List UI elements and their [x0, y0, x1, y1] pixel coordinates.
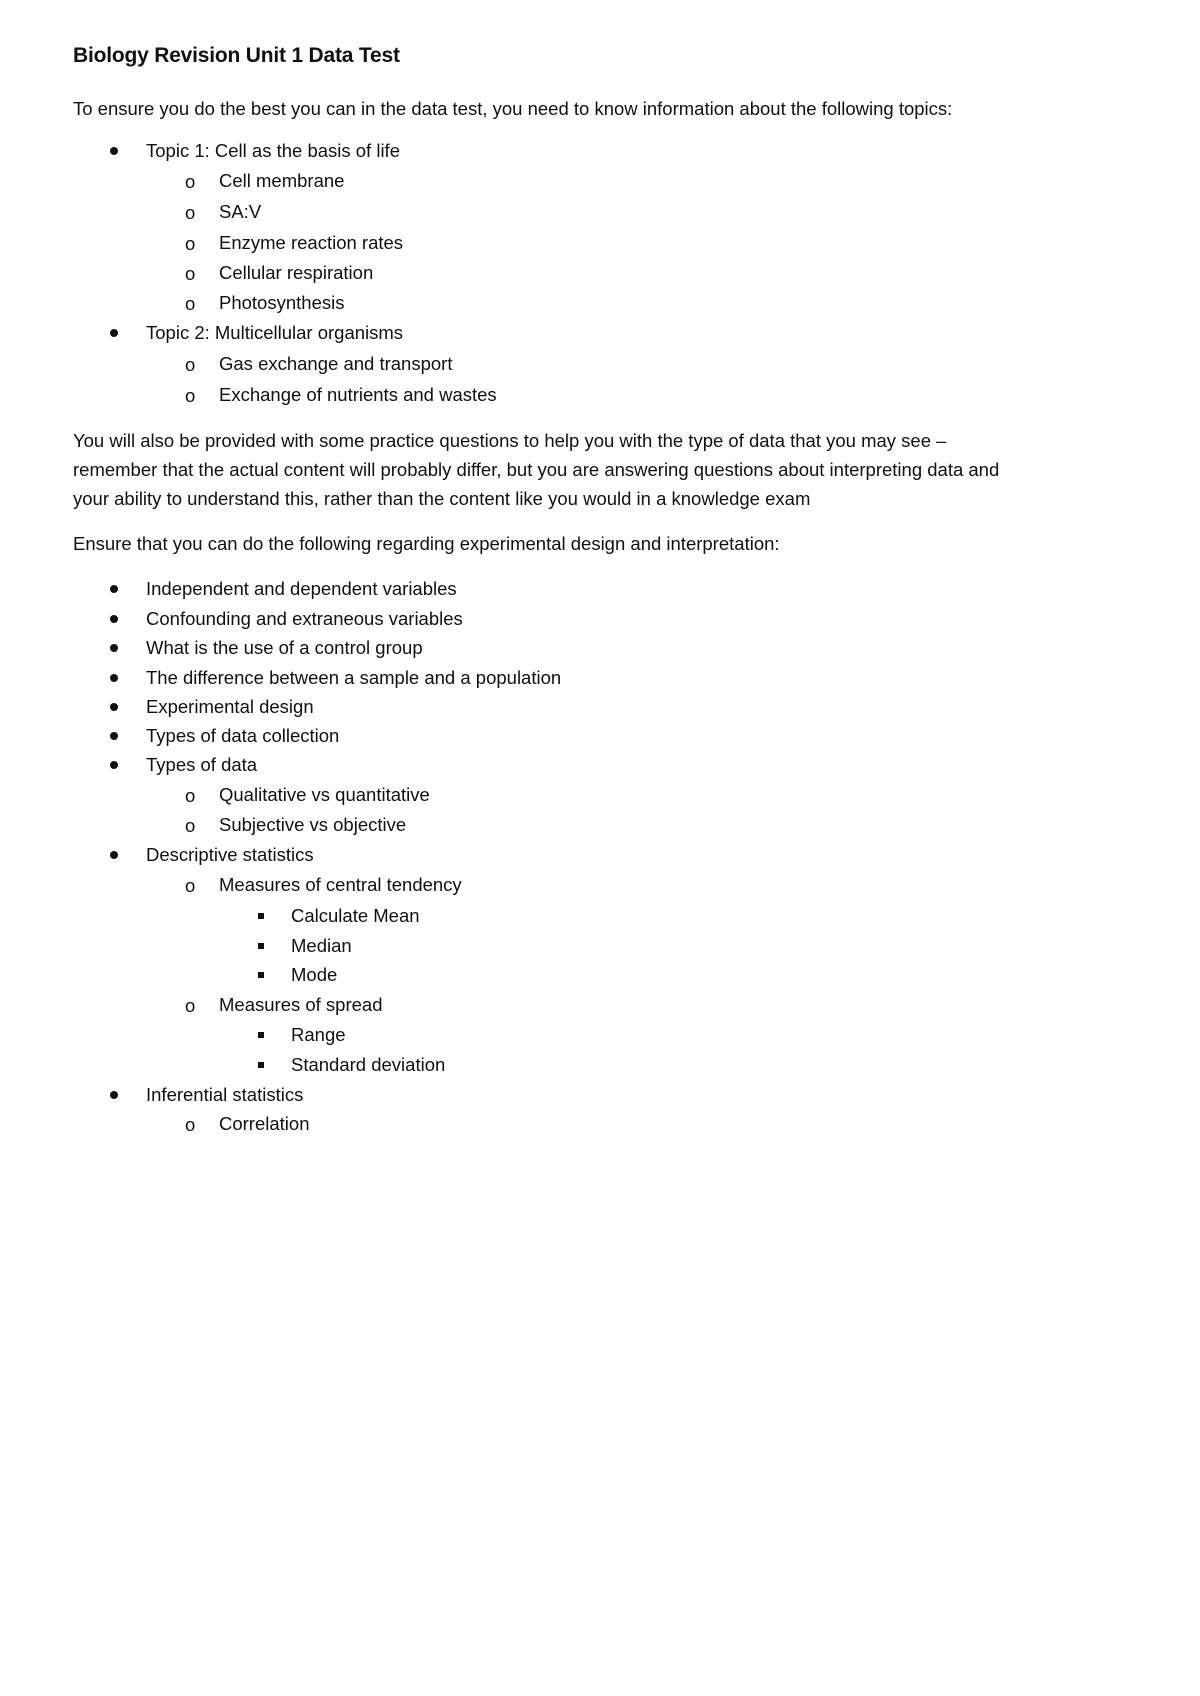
skill-item: Experimental design [146, 696, 314, 717]
bullet-icon [110, 147, 118, 155]
sub-bullet-icon: o [185, 354, 196, 375]
skill-subitem: Measures of central tendency [219, 874, 462, 895]
sub-bullet-icon: o [185, 385, 196, 406]
bullet-icon [110, 732, 118, 740]
skill-subsubitem: Calculate Mean [291, 905, 420, 926]
sub-bullet-icon: o [185, 1114, 196, 1135]
practice-paragraph-line: remember that the actual content will probably differ, but you are answering questions about interpreting data and [73, 459, 1000, 480]
bullet-icon [110, 851, 118, 859]
bullet-icon [110, 644, 118, 652]
skill-item: Descriptive statistics [146, 844, 314, 865]
practice-paragraph-line: your ability to understand this, rather than the content like you would in a knowledge exam [73, 488, 811, 509]
skill-subsubitem: Median [291, 935, 352, 956]
topic-1-label: Topic 1: Cell as the basis of life [146, 140, 400, 161]
sub-bullet-icon: o [185, 263, 196, 284]
sub-bullet-icon: o [185, 202, 196, 223]
sub-bullet-icon: o [185, 233, 196, 254]
bullet-icon [110, 674, 118, 682]
skill-item: The difference between a sample and a population [146, 667, 562, 688]
sub-bullet-icon: o [185, 293, 196, 314]
intro-paragraph: To ensure you do the best you can in the data test, you need to know information about the following topics: [73, 98, 953, 119]
ensure-paragraph: Ensure that you can do the following regarding experimental design and interpretation: [73, 533, 780, 554]
document-title: Biology Revision Unit 1 Data Test [73, 44, 400, 67]
bullet-icon [110, 585, 118, 593]
topic-2-subitem: Gas exchange and transport [219, 353, 453, 374]
skill-item: Confounding and extraneous variables [146, 608, 463, 629]
sub-bullet-icon: o [185, 815, 196, 836]
sub-bullet-icon: o [185, 171, 196, 192]
skill-subitem: Subjective vs objective [219, 814, 407, 835]
skill-item: Independent and dependent variables [146, 578, 457, 599]
sub-bullet-icon: o [185, 875, 196, 896]
skill-item: Inferential statistics [146, 1084, 304, 1105]
square-bullet-icon [258, 972, 264, 978]
square-bullet-icon [258, 1032, 264, 1038]
topic-2-label: Topic 2: Multicellular organisms [146, 322, 404, 343]
skill-subsubitem: Range [291, 1024, 346, 1045]
skill-subsubitem: Standard deviation [291, 1054, 446, 1075]
topic-1-subitem: Cellular respiration [219, 262, 374, 283]
topic-1-subitem: SA:V [219, 201, 262, 222]
bullet-icon [110, 761, 118, 769]
square-bullet-icon [258, 943, 264, 949]
sub-bullet-icon: o [185, 995, 196, 1016]
skill-item: Types of data collection [146, 725, 340, 746]
skill-item: Types of data [146, 754, 258, 775]
square-bullet-icon [258, 913, 264, 919]
bullet-icon [110, 1091, 118, 1099]
topic-1-subitem: Photosynthesis [219, 292, 345, 313]
skill-subitem: Correlation [219, 1113, 310, 1134]
topic-1-subitem: Enzyme reaction rates [219, 232, 404, 253]
skill-subsubitem: Mode [291, 964, 338, 985]
practice-paragraph-line: You will also be provided with some practice questions to help you with the type of data that you may see – [73, 430, 947, 451]
skill-subitem: Qualitative vs quantitative [219, 784, 430, 805]
bullet-icon [110, 703, 118, 711]
skill-subitem: Measures of spread [219, 994, 383, 1015]
skill-item: What is the use of a control group [146, 637, 423, 658]
topic-2-subitem: Exchange of nutrients and wastes [219, 384, 497, 405]
square-bullet-icon [258, 1062, 264, 1068]
sub-bullet-icon: o [185, 785, 196, 806]
bullet-icon [110, 615, 118, 623]
bullet-icon [110, 329, 118, 337]
topic-1-subitem: Cell membrane [219, 170, 345, 191]
